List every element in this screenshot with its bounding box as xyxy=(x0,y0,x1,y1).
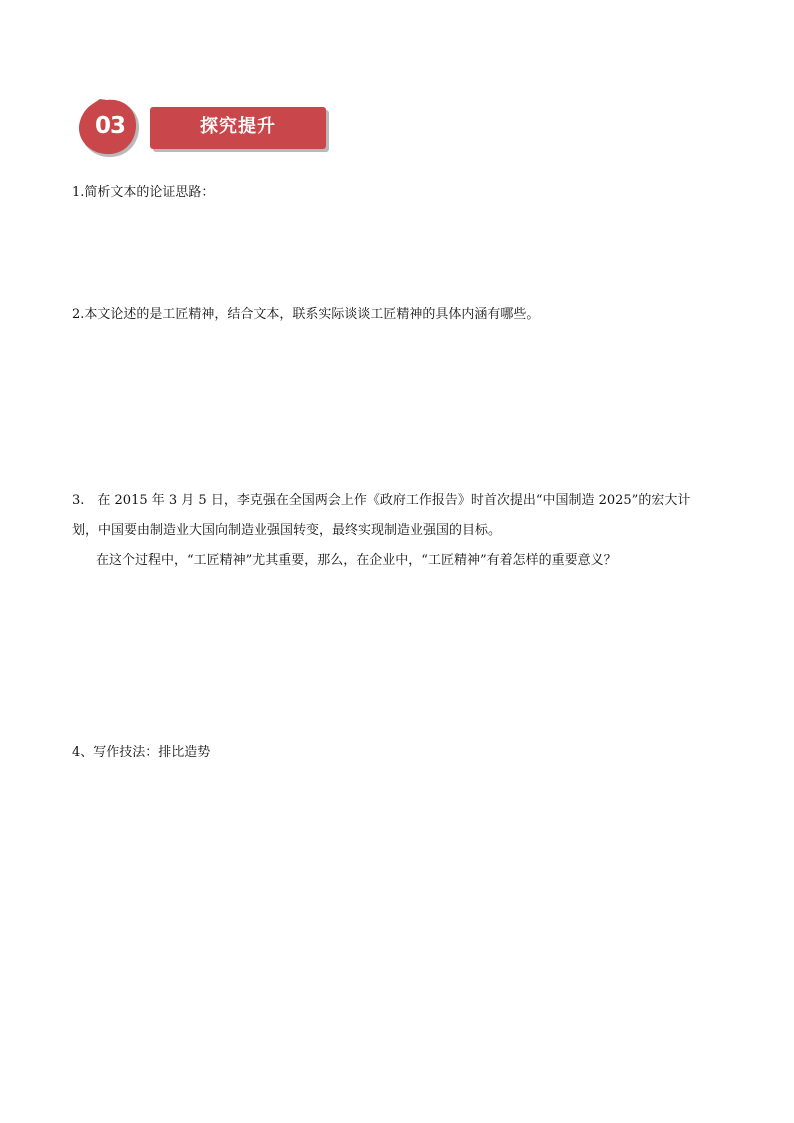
section-number-badge xyxy=(76,98,142,160)
section-number: 03 xyxy=(94,113,125,139)
section-title-bar xyxy=(150,107,326,149)
question-3-line-1: 3. 在 2015 年 3 月 5 日，李克强在全国两会上作《政府工作报告》时首次提出“中国制造 2025”的宏大计 xyxy=(72,493,691,508)
question-3 xyxy=(72,486,732,576)
section-title: 探究提升 xyxy=(200,116,276,137)
question-2: 2.本文论述的是工匠精神，结合文本，联系实际谈谈工匠精神的具体内涵有哪些。 xyxy=(72,307,540,322)
question-3-line-3: 在这个过程中，“工匠精神”尤其重要，那么，在企业中，“工匠精神”有着怎样的重要意义？ xyxy=(96,553,617,568)
question-4: 4、写作技法：排比造势 xyxy=(72,745,211,760)
question-3-line-2: 划，中国要由制造业大国向制造业强国转变，最终实现制造业强国的目标。 xyxy=(72,523,502,538)
question-1: 1.简析文本的论证思路： xyxy=(72,185,215,200)
section-header xyxy=(76,98,336,162)
